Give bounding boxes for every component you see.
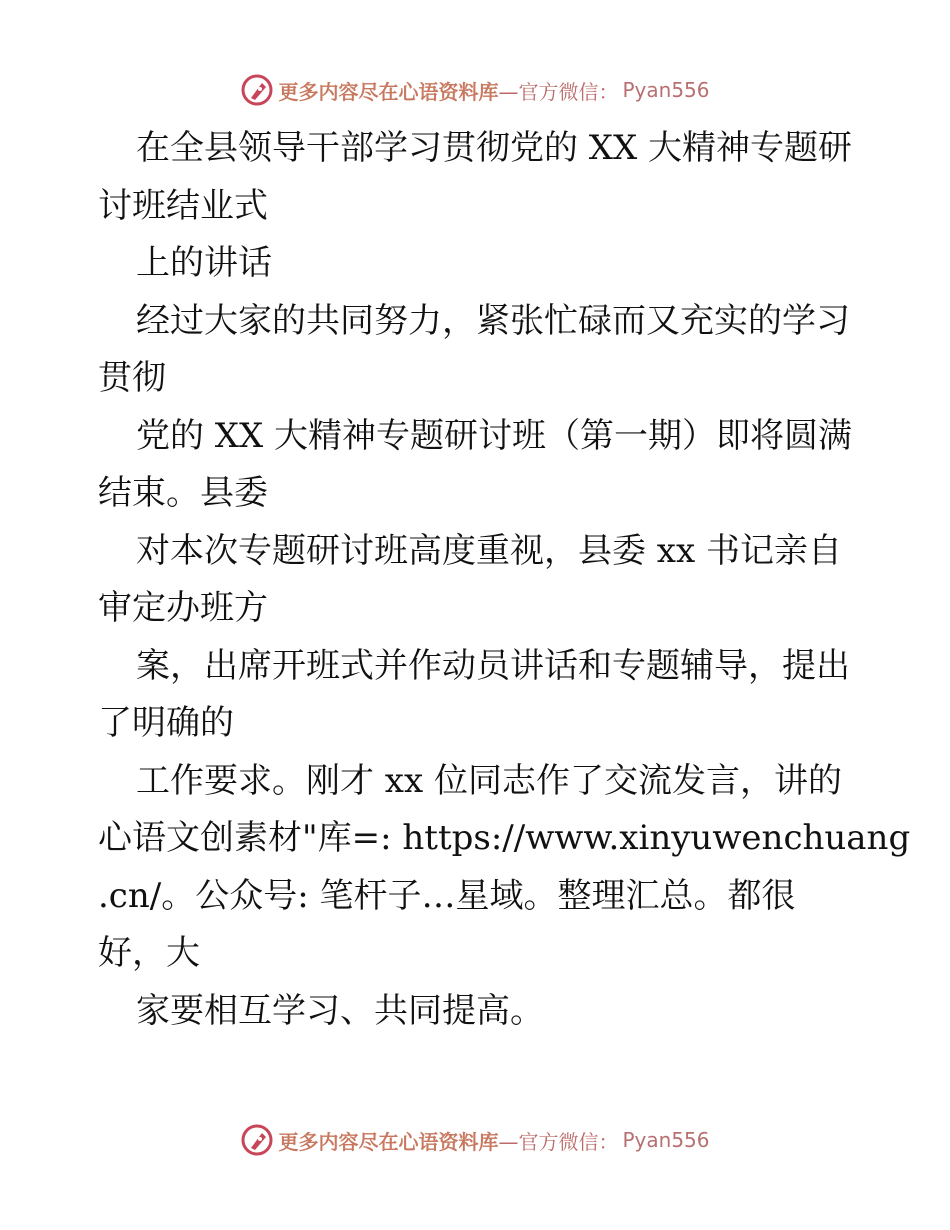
text-line: 上的讲话 [136, 243, 272, 283]
text-line: 在全县领导干部学习贯彻党的 XX 大精神专题研 [136, 128, 853, 168]
banner-wechat-label: —官方微信： [498, 1129, 619, 1154]
document-body [98, 120, 911, 1040]
text-line: 心语文创素材"库=: https://www.xinyuwenchuang [98, 818, 911, 858]
banner-site-text: 更多内容尽在心语资料库 [278, 79, 499, 104]
text-line: 家要相互学习、共同提高。 [136, 990, 544, 1031]
text-line: 案，出席开班式并作动员讲话和专题辅导，提出 [136, 645, 850, 686]
text-line: 审定办班方 [98, 588, 268, 628]
footer-banner [0, 1120, 950, 1160]
text-line: 对本次专题研讨班高度重视，县委 xx 书记亲自 [136, 530, 842, 571]
banner-site-text: 更多内容尽在心语资料库 [278, 1129, 499, 1154]
pen-nib-icon [240, 1123, 274, 1157]
text-line: 党的 XX 大精神专题研讨班（第一期）即将圆满 [136, 415, 853, 456]
header-banner [0, 70, 950, 110]
text-line: .cn/。公众号: 笔杆子…星域。整理汇总。都很 [98, 875, 796, 916]
text-line: 工作要求。刚才 xx 位同志作了交流发言，讲的 [136, 760, 842, 801]
banner-wechat-label: —官方微信： [498, 79, 619, 104]
pen-nib-icon [240, 73, 274, 107]
text-line: 了明确的 [98, 703, 234, 743]
text-line: 好，大 [98, 933, 200, 973]
text-line: 讨班结业式 [98, 185, 268, 226]
text-line: 贯彻 [98, 358, 166, 398]
banner-wechat-id: Pyan556 [622, 78, 710, 102]
banner-wechat-id: Pyan556 [622, 1128, 710, 1152]
text-line: 结束。县委 [98, 473, 268, 513]
text-line: 经过大家的共同努力，紧张忙碌而又充实的学习 [136, 300, 850, 341]
